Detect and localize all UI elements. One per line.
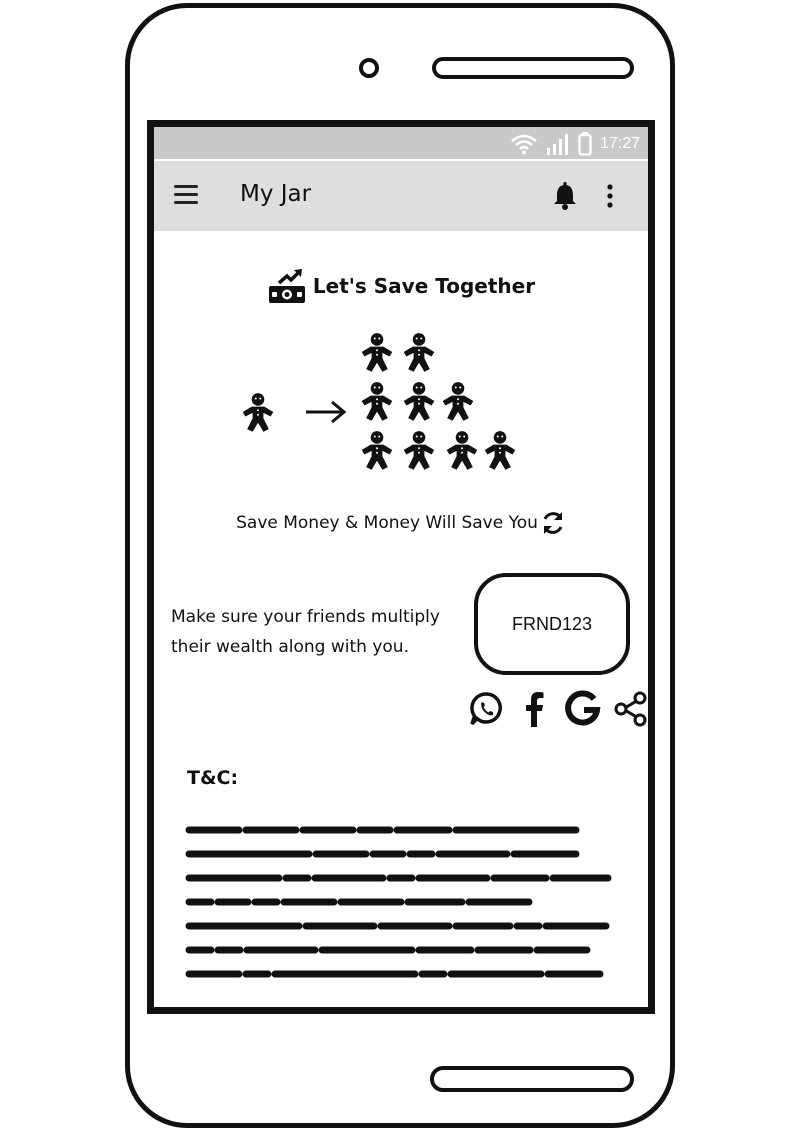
growth-illustration	[154, 322, 648, 482]
menu-icon[interactable]	[174, 185, 198, 205]
gingerbread-icon	[362, 431, 393, 470]
gingerbread-icon	[362, 333, 393, 372]
app-bar	[154, 161, 648, 231]
terms-placeholder-scribble	[184, 822, 614, 1002]
wifi-icon	[510, 133, 538, 155]
referral-code: FRND123	[511, 613, 593, 634]
share-row	[468, 690, 650, 728]
headline-text: Let's Save Together	[312, 274, 536, 298]
speaker-grille	[432, 57, 634, 79]
arrow-right-icon	[306, 402, 344, 422]
gingerbread-icon	[404, 382, 435, 421]
facebook-icon[interactable]	[516, 690, 554, 728]
gingerbread-icon	[443, 382, 474, 421]
tagline	[154, 510, 648, 536]
gingerbread-icon	[243, 393, 274, 432]
phone-screen	[147, 120, 655, 1014]
bell-icon[interactable]	[552, 182, 578, 210]
tagline-text: Save Money & Money Will Save You	[236, 513, 538, 533]
status-bar	[154, 127, 648, 159]
referral-code-box[interactable]	[474, 573, 630, 675]
battery-icon	[578, 132, 592, 156]
app-title: My Jar	[240, 181, 312, 207]
money-growth-icon	[267, 267, 307, 305]
gingerbread-icon	[404, 333, 435, 372]
google-icon[interactable]	[564, 690, 602, 728]
gingerbread-icon	[447, 431, 478, 470]
gingerbread-icon	[485, 431, 516, 470]
gingerbread-icon	[362, 382, 393, 421]
gingerbread-icon	[404, 431, 435, 470]
camera-icon	[359, 58, 379, 78]
refresh-icon[interactable]	[540, 510, 566, 536]
status-time: 17:27	[599, 135, 640, 152]
more-vertical-icon[interactable]	[604, 183, 616, 211]
home-button[interactable]	[430, 1066, 634, 1092]
whatsapp-icon[interactable]	[468, 690, 506, 728]
signal-icon	[546, 133, 570, 155]
invite-text: Make sure your friends multiply their wealth along with you.	[171, 607, 440, 657]
headline	[154, 267, 648, 309]
terms-title: T&C:	[187, 767, 239, 789]
share-icon[interactable]	[612, 690, 650, 728]
